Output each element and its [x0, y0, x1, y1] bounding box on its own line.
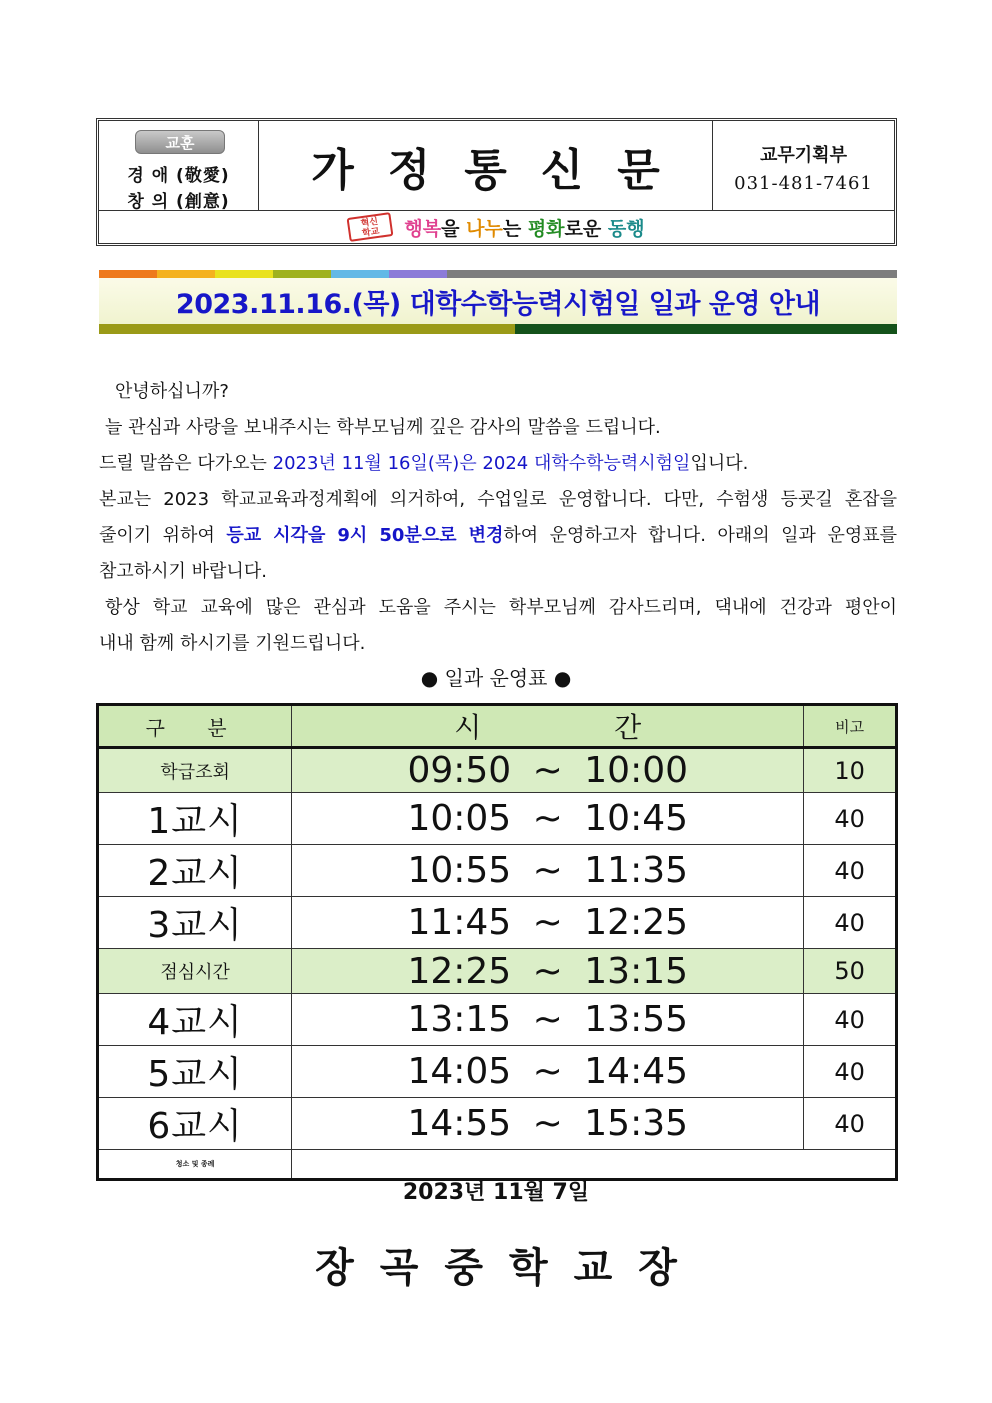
schedule-table [96, 703, 898, 1181]
period-minutes: 40 [804, 994, 897, 1046]
period-time: 14:05 ~ 14:45 [292, 1046, 804, 1098]
newsletter-title: 가정통신문 [311, 144, 694, 196]
period-label: 학급조회 [98, 748, 292, 793]
paragraph-operation-line-1: 본교는 2023 학교교육과정계획에 의거하여, 수업일로 운영합니다. 다만, 수험생 등굣길 혼잡을 [99, 489, 897, 510]
period-label: 점심시간 [98, 949, 292, 994]
school-motto [99, 121, 259, 210]
table-row [98, 897, 897, 949]
slogan-row [99, 211, 894, 243]
header-note: 비고 [804, 705, 897, 748]
period-minutes: 10 [804, 748, 897, 793]
period-minutes: 40 [804, 1098, 897, 1150]
color-stripe-bar [99, 270, 897, 278]
cleanup-label: 청소 및 종례 [98, 1150, 292, 1180]
table-row [98, 748, 897, 793]
period-time: 09:50 ~ 10:00 [292, 748, 804, 793]
stripe-segment [389, 270, 447, 278]
issue-date: 2023년 11월 7일 [402, 1180, 590, 1205]
stripe-segment [99, 270, 157, 278]
table-row [98, 845, 897, 897]
period-time: 10:05 ~ 10:45 [292, 793, 804, 845]
table-row [98, 949, 897, 994]
table-row [98, 994, 897, 1046]
phone-number: 031-481-7461 [734, 173, 873, 194]
banner-bottom-segment [515, 324, 897, 334]
contact-cell [713, 121, 894, 210]
header-top-row [99, 121, 894, 211]
paragraph-announcement: 드릴 말씀은 다가오는 2023년 11월 16일(목)은 2024 대학수학능력시험일입니다. [99, 453, 749, 474]
greeting: 안녕하십니까? [115, 381, 229, 402]
period-minutes: 40 [804, 845, 897, 897]
motto-line-2: 창 의 (創意) [127, 192, 230, 212]
department: 교무기획부 [760, 145, 847, 166]
header-category: 구 분 [98, 705, 292, 748]
motto-badge: 교훈 [135, 130, 225, 154]
paragraph-closing-line-2: 내내 함께 하시기를 기원드립니다. [99, 633, 366, 654]
table-header-row [98, 705, 897, 748]
period-label: 5교시 [98, 1046, 292, 1098]
period-time: 12:25 ~ 13:15 [292, 949, 804, 994]
stripe-segment [215, 270, 273, 278]
paragraph-operation-line-3: 참고하시기 바랍니다. [99, 561, 267, 582]
paragraph-closing-line-1: 항상 학교 교육에 많은 관심과 도움을 주시는 학부모님께 감사드리며, 댁내에 건강과 평안이 [105, 597, 897, 618]
table-row [98, 1098, 897, 1150]
period-minutes: 40 [804, 1046, 897, 1098]
title-cell [259, 121, 713, 210]
period-time: 10:55 ~ 11:35 [292, 845, 804, 897]
table-row [98, 1046, 897, 1098]
stripe-segment [447, 270, 897, 278]
innovation-school-logo: 혁신 학교 [347, 212, 394, 242]
period-label: 6교시 [98, 1098, 292, 1150]
stripe-segment [273, 270, 331, 278]
motto-line-1: 경 애 (敬愛) [127, 166, 230, 186]
school-slogan: 행복을 나누는 평화로운 동행 [404, 217, 645, 240]
paragraph-operation-line-2: 줄이기 위하여 등교 시각을 9시 50분으로 변경하여 운영하고자 합니다. 아래의 일과 운영표를 [99, 525, 897, 546]
period-label: 2교시 [98, 845, 292, 897]
table-row [98, 793, 897, 845]
period-minutes: 40 [804, 793, 897, 845]
period-time: 11:45 ~ 12:25 [292, 897, 804, 949]
principal-signature: 장곡중학교장 [315, 1245, 703, 1291]
period-time: 13:15 ~ 13:55 [292, 994, 804, 1046]
banner-bottom-segment [99, 324, 515, 334]
period-minutes: 40 [804, 897, 897, 949]
paragraph-thanks: 늘 관심과 사랑을 보내주시는 학부모님께 깊은 감사의 말씀을 드립니다. [105, 417, 661, 438]
period-label: 1교시 [98, 793, 292, 845]
period-time: 14:55 ~ 15:35 [292, 1098, 804, 1150]
period-minutes: 50 [804, 949, 897, 994]
period-label: 4교시 [98, 994, 292, 1046]
title-banner [99, 278, 897, 324]
banner-bottom-bar [99, 324, 897, 334]
announcement-title: 2023.11.16.(목) 대학수학능력시험일 일과 운영 안내 [175, 288, 821, 320]
schedule-heading: ● 일과 운영표 ● [420, 666, 572, 690]
newsletter-header [96, 118, 897, 246]
stripe-segment [331, 270, 389, 278]
header-time: 시 간 [292, 705, 804, 748]
period-label: 3교시 [98, 897, 292, 949]
stripe-segment [157, 270, 215, 278]
